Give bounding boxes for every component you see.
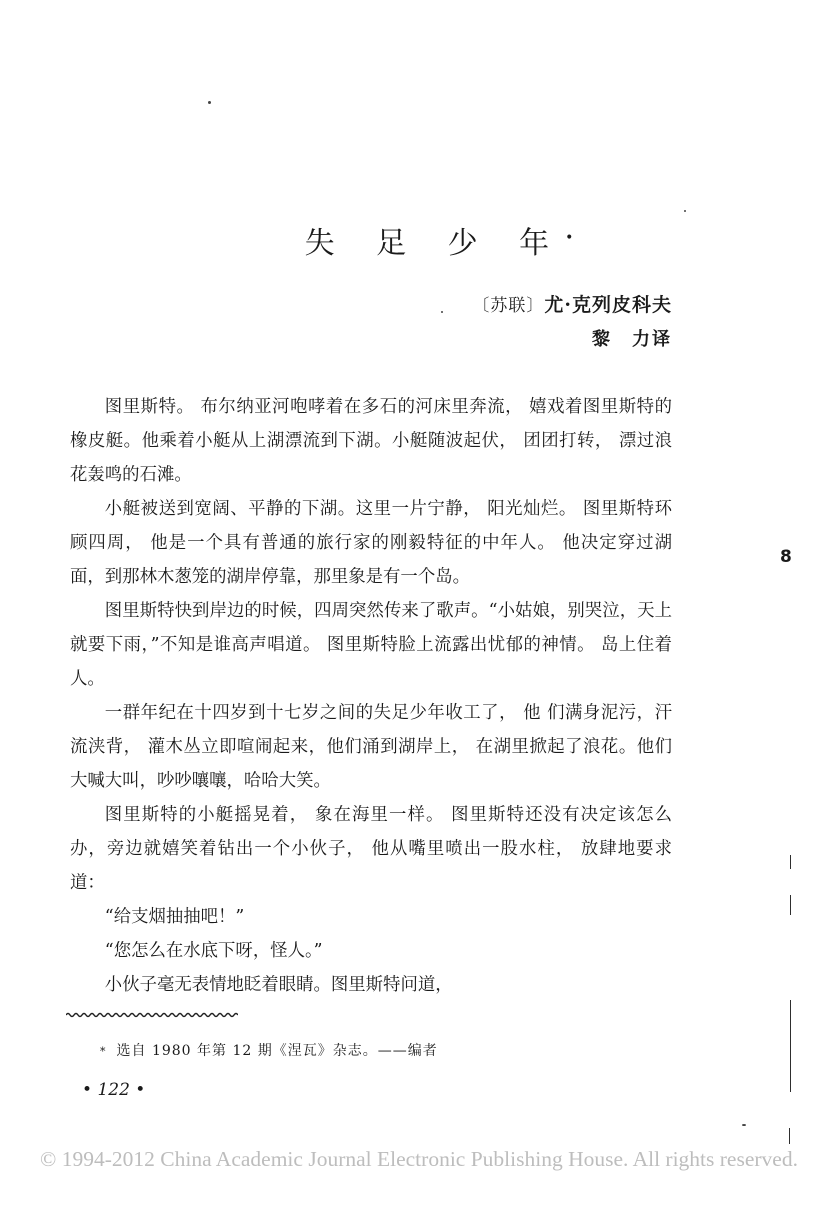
page-number-dot-right: • [135, 1080, 146, 1100]
paragraph: 一群年纪在十四岁到十七岁之间的失足少年收工了， 他 们满身泥污，汗流浃背， 灌木丛立即喧闹起来，他们涌到湖岸上， 在湖里掀起了浪花。他们大喊大叫，吵吵嚷嚷，哈哈大笑。 [70, 703, 672, 791]
paragraph: “您怎么在水底下呀，怪人。” [104, 941, 323, 961]
title-text: 失 足 少 年 [304, 226, 566, 261]
title-footnote-mark: • [565, 230, 574, 246]
paragraph: 图里斯特的小艇摇晃着， 象在海里一样。 图里斯特还没有决定该怎么办，旁边就嬉笑着钻出一个小伙子， 他从嘴里喷出一股水柱， 放肆地要求道： [70, 805, 672, 893]
footnote-divider [66, 1010, 238, 1020]
copyright-watermark: © 1994-2012 China Academic Journal Electronic Publishing House. All rights reserved. [40, 1147, 798, 1171]
page-number [82, 1080, 145, 1100]
footnote [100, 1040, 438, 1060]
page-number-value: 122 [97, 1080, 130, 1100]
paragraph: 图里斯特快到岸边的时候，四周突然传来了歌声。“小姑娘，别哭泣，天上就要下雨，”不知是谁高声唱道。 图里斯特脸上流露出忧郁的神情。 岛上住着人。 [70, 601, 672, 689]
scan-speck [742, 1124, 746, 1126]
paragraph: 小艇被送到宽阔、平静的下湖。这里一片宁静， 阳光灿烂。 图里斯特环顾四周， 他是一个具有普通的旅行家的刚毅特征的中年人。 他决定穿过湖面，到那林木葱笼的湖岸停靠，那里象是有一个岛。 [70, 499, 672, 587]
translator-line: 黎 力译 [592, 329, 672, 350]
scan-edge-line [790, 1000, 791, 1092]
footnote-text: 选自 1980 年第 12 期《涅瓦》杂志。——编者 [116, 1043, 438, 1059]
paragraph: 小伙子毫无表情地眨着眼睛。图里斯特问道， [104, 975, 453, 995]
author-line [472, 290, 672, 317]
scan-edge-line [790, 855, 791, 869]
author-country: 〔苏联〕 [472, 296, 545, 316]
scan-speck [441, 311, 443, 313]
scan-edge-line [789, 1128, 790, 1144]
author-name: 尤·克列皮科夫 [544, 294, 672, 316]
paragraph: 图里斯特。 布尔纳亚河咆哮着在多石的河床里奔流， 嬉戏着图里斯特的橡皮艇。他乘着小艇从上湖漂流到下湖。小艇随波起伏， 团团打转， 漂过浪花轰鸣的石滩。 [70, 397, 672, 485]
page-number-dot-left: • [82, 1080, 93, 1100]
page-title [0, 218, 838, 262]
side-page-number: 8 [780, 547, 792, 567]
scan-edge-line [790, 895, 791, 915]
scan-speck [208, 101, 211, 104]
scan-speck [684, 210, 686, 212]
paragraph: “给支烟抽抽吧！” [104, 907, 245, 927]
footnote-mark: * [100, 1045, 107, 1058]
article-body [70, 390, 672, 1002]
